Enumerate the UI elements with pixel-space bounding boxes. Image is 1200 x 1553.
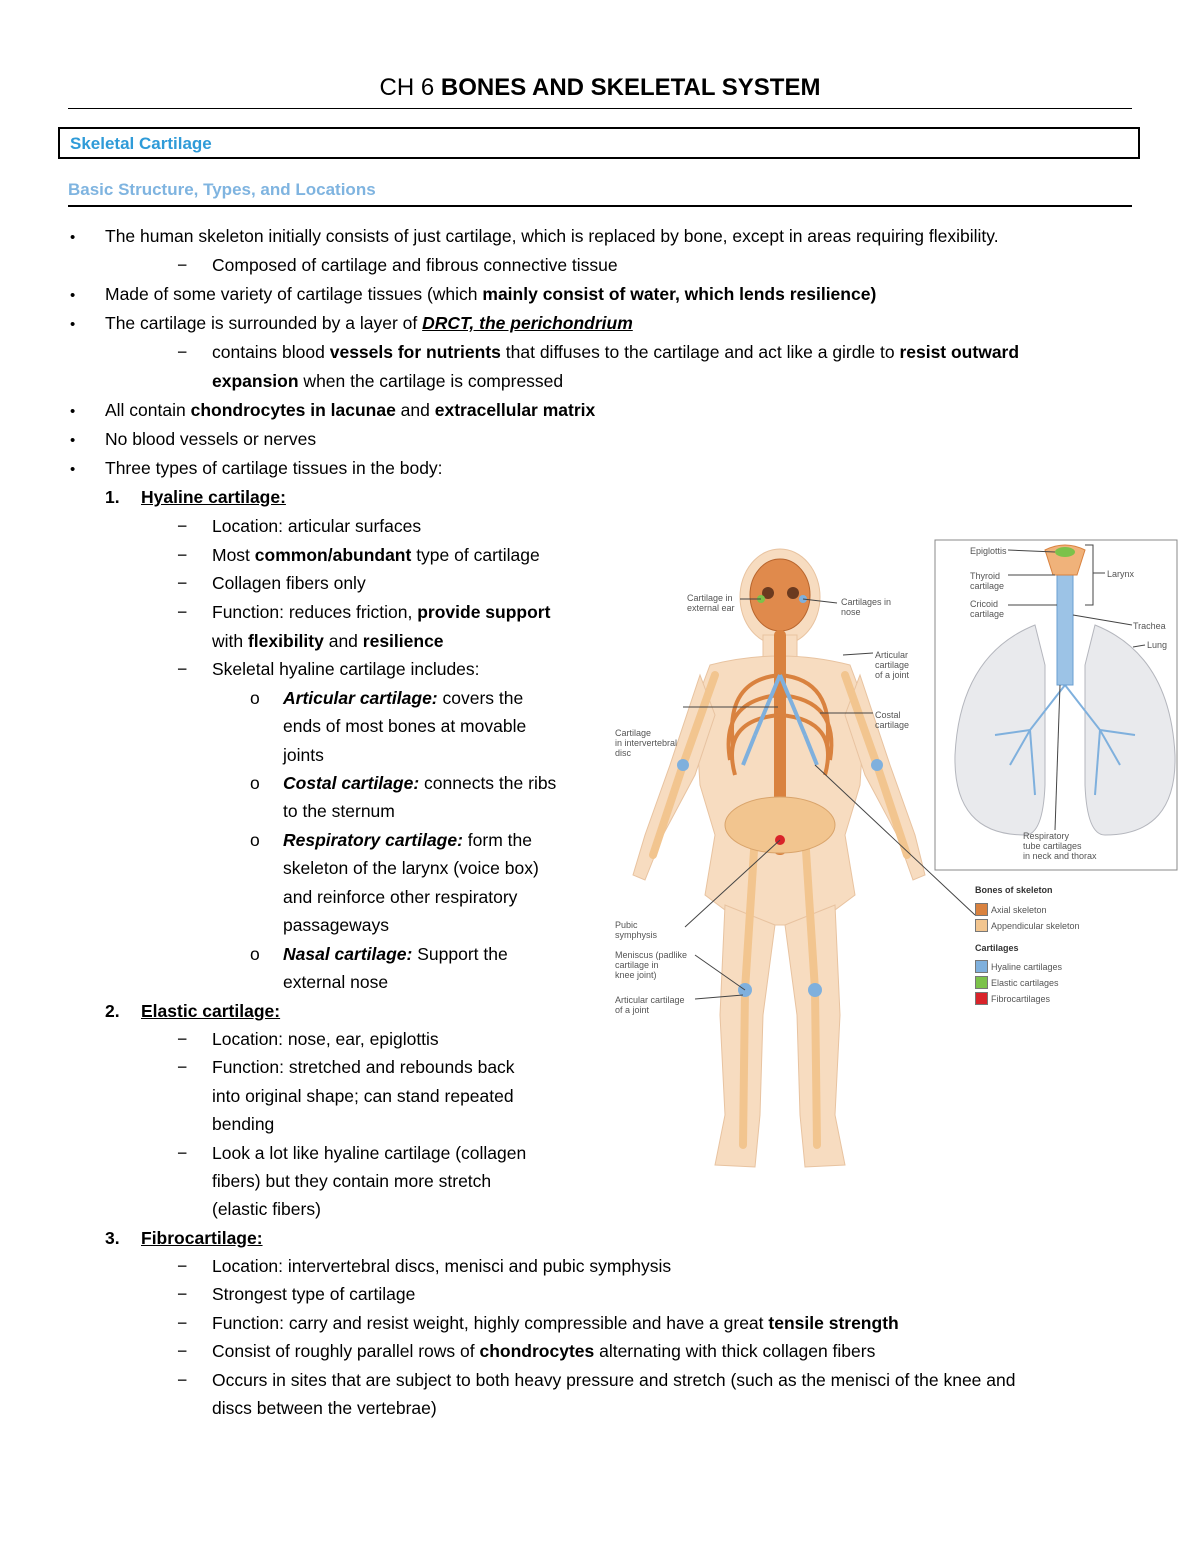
note-line: Function: carry and resist weight, highly compressible and have a great tensile strength <box>212 1313 899 1333</box>
list-number: 1. <box>105 487 120 507</box>
label-cricoid: Cricoid cartilage <box>970 599 1005 619</box>
note-line: discs between the vertebrae) <box>212 1398 437 1418</box>
note-line: Consist of roughly parallel rows of chondrocytes alternating with thick collagen fibers <box>212 1341 876 1361</box>
dash: − <box>177 1256 188 1276</box>
bullet: • <box>70 461 76 478</box>
subheading-divider <box>68 205 1132 207</box>
legend-hyaline: Hyaline cartilages <box>991 962 1063 972</box>
epiglottis <box>1055 547 1075 557</box>
legend-appendicular: Appendicular skeleton <box>991 921 1080 931</box>
section-heading: Skeletal Cartilage <box>70 134 212 153</box>
label-costal: Costal cartilage <box>875 710 910 730</box>
label-lung: Lung <box>1147 640 1168 650</box>
legend-swatch-axial <box>975 903 988 916</box>
note-line: Function: reduces friction, provide support <box>212 602 551 622</box>
note-line: Location: articular surfaces <box>212 516 422 536</box>
note-line: Three types of cartilage tissues in the body: <box>105 458 443 478</box>
dash: − <box>177 1284 188 1304</box>
note-line: Location: nose, ear, epiglottis <box>212 1029 439 1049</box>
note-line: passageways <box>283 915 390 935</box>
note-line: expansion when the cartilage is compressed <box>212 371 564 391</box>
note-line: Collagen fibers only <box>212 573 366 593</box>
dash: − <box>177 1341 188 1361</box>
legend-cartilages-heading: Cartilages <box>975 943 1019 953</box>
legend-swatch-fibro <box>975 992 988 1005</box>
cartilage-figure <box>615 535 1185 1185</box>
legend-elastic: Elastic cartilages <box>991 978 1059 988</box>
dash: − <box>177 1370 188 1390</box>
legend-axial: Axial skeleton <box>991 905 1047 915</box>
label-external-ear: Cartilage in external ear <box>687 593 735 613</box>
bullet: • <box>70 432 76 449</box>
trachea <box>1057 575 1073 685</box>
note-line: Composed of cartilage and fibrous connective tissue <box>212 255 618 275</box>
note-line: Skeletal hyaline cartilage includes: <box>212 659 480 679</box>
note-line: Costal cartilage: connects the ribs <box>283 773 557 793</box>
note-line: Location: intervertebral discs, menisci and pubic symphysis <box>212 1256 672 1276</box>
note-line: skeleton of the larynx (voice box) <box>283 858 539 878</box>
bullet: • <box>70 287 76 304</box>
dash: − <box>177 545 188 565</box>
circle-bullet: o <box>250 773 260 793</box>
note-line: The cartilage is surrounded by a layer of DRCT, the perichondrium <box>105 313 633 333</box>
hyaline-heading: Hyaline cartilage: <box>141 487 286 507</box>
dash: − <box>177 255 188 275</box>
note-line: and reinforce other respiratory <box>283 887 518 907</box>
skeleton-illustration <box>615 535 1185 1185</box>
note-line: All contain chondrocytes in lacunae and extracellular matrix <box>105 400 596 420</box>
note-line: Function: stretched and rebounds back <box>212 1057 515 1077</box>
dash: − <box>177 659 188 679</box>
note-line: Nasal cartilage: Support the <box>283 944 508 964</box>
note-line: (elastic fibers) <box>212 1199 321 1219</box>
note-line: contains blood vessels for nutrients that diffuses to the cartilage and act like a girdle to resist outward <box>212 342 1020 362</box>
dash: − <box>177 1313 188 1333</box>
legend-bones-heading: Bones of skeleton <box>975 885 1053 895</box>
label-trachea: Trachea <box>1133 621 1166 631</box>
dash: − <box>177 602 188 622</box>
bullet: • <box>70 316 76 333</box>
label-larynx: Larynx <box>1107 569 1135 579</box>
label-epiglottis: Epiglottis <box>970 546 1007 556</box>
note-line: into original shape; can stand repeated <box>212 1086 514 1106</box>
legend-swatch-hyaline <box>975 960 988 973</box>
skull <box>750 559 810 631</box>
fibro-heading: Fibrocartilage: <box>141 1228 263 1248</box>
note-line: Made of some variety of cartilage tissues (which mainly consist of water, which lends resilience) <box>105 284 877 304</box>
label-meniscus: Meniscus (padlike cartilage in knee joint) <box>615 950 688 980</box>
note-line: fibers) but they contain more stretch <box>212 1171 492 1191</box>
dash: − <box>177 516 188 536</box>
note-line: external nose <box>283 972 389 992</box>
note-line: joints <box>283 745 324 765</box>
label-intervertebral: Cartilage in intervertebral disc <box>615 728 678 758</box>
circle-bullet: o <box>250 688 260 708</box>
bullet: • <box>70 229 76 246</box>
bullet: • <box>70 403 76 420</box>
elastic-heading: Elastic cartilage: <box>141 1001 281 1021</box>
note-line: Look a lot like hyaline cartilage (collagen <box>212 1143 527 1163</box>
title-divider <box>68 108 1132 109</box>
note-line: The human skeleton initially consists of just cartilage, which is replaced by bone, except in areas requiring flexibility. <box>105 226 999 246</box>
note-line: with flexibility and resilience <box>212 631 444 651</box>
dash: − <box>177 573 188 593</box>
note-line: Articular cartilage: covers the <box>283 688 524 708</box>
note-line: ends of most bones at movable <box>283 716 527 736</box>
label-thyroid: Thyroid cartilage <box>970 571 1005 591</box>
note-line: Most common/abundant type of cartilage <box>212 545 540 565</box>
note-line: No blood vessels or nerves <box>105 429 317 449</box>
legend-swatch-appendicular <box>975 919 988 932</box>
circle-bullet: o <box>250 830 260 850</box>
subheading: Basic Structure, Types, and Locations <box>68 180 376 199</box>
label-nose: Cartilages in nose <box>841 597 892 617</box>
note-line: Occurs in sites that are subject to both heavy pressure and stretch (such as the menisci of the knee and <box>212 1370 1016 1390</box>
page-title: CH 6 BONES AND SKELETAL SYSTEM <box>379 74 821 101</box>
circle-bullet: o <box>250 944 260 964</box>
list-number: 2. <box>105 1001 120 1021</box>
section-heading-box <box>58 127 1140 159</box>
dash: − <box>177 1143 188 1163</box>
label-articular-joint: Articular cartilage of a joint <box>875 650 910 680</box>
dash: − <box>177 342 188 362</box>
label-pubic-symphysis: Pubic symphysis <box>615 920 658 940</box>
legend-swatch-elastic <box>975 976 988 989</box>
label-respiratory-tube: Respiratory tube cartilages in neck and thorax <box>1023 831 1097 861</box>
note-line: to the sternum <box>283 801 395 821</box>
legend-fibro: Fibrocartilages <box>991 994 1051 1004</box>
list-number: 3. <box>105 1228 120 1248</box>
note-line: Respiratory cartilage: form the <box>283 830 532 850</box>
note-line: Strongest type of cartilage <box>212 1284 416 1304</box>
note-line: bending <box>212 1114 275 1134</box>
dash: − <box>177 1029 188 1049</box>
dash: − <box>177 1057 188 1077</box>
label-articular-bottom: Articular cartilage of a joint <box>615 995 685 1015</box>
